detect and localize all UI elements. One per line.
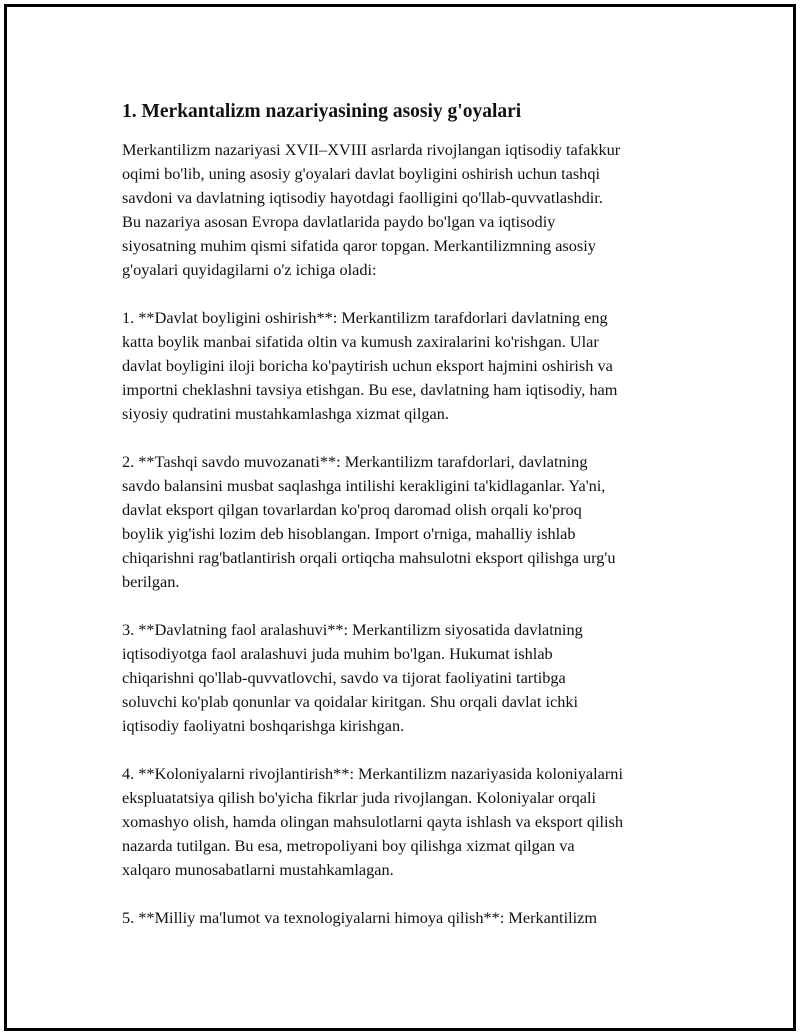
- text-line: 5. **Milliy ma'lumot va texnologiyalarni himoya qilish**: Merkantilizm: [122, 908, 598, 927]
- text-line: siyosatning muhim qismi sifatida qaror topgan. Merkantilizmning asosiy: [122, 236, 596, 255]
- text-line: iqtisodiyotga faol aralashuvi juda muhim bo'lgan. Hukumat ishlab: [122, 644, 553, 663]
- text-line: katta boylik manbai sifatida oltin va kumush zaxiralarini ko'rishgan. Ular: [122, 332, 599, 351]
- text-line: davlat boyligini iloji boricha ko'paytirish uchun eksport hajmini oshirish va: [122, 356, 613, 375]
- text-line: savdoni va davlatning iqtisodiy hayotdagi faolligini qo'llab-quvvatlashdir.: [122, 188, 603, 207]
- text-line: chiqarishni rag'batlantirish orqali ortiqcha mahsulotni eksport qilishga urg'u: [122, 548, 616, 567]
- paragraph-spacer: [122, 594, 692, 618]
- list-item-2: [122, 450, 692, 594]
- text-line: importni cheklashni tavsiya etishgan. Bu ese, davlatning ham iqtisodiy, ham: [122, 380, 618, 399]
- text-line: 1. **Davlat boyligini oshirish**: Merkantilizm tarafdorlari davlatning eng: [122, 308, 608, 327]
- text-line: iqtisodiy faoliyatni boshqarishga kirishgan.: [122, 716, 405, 735]
- text-line: boylik yig'ishi lozim deb hisoblangan. Import o'rniga, mahalliy ishlab: [122, 524, 576, 543]
- text-line: 3. **Davlatning faol aralashuvi**: Merkantilizm siyosatida davlatning: [122, 620, 583, 639]
- page-frame: [4, 4, 796, 1031]
- text-line: 4. **Koloniyalarni rivojlantirish**: Merkantilizm nazariyasida koloniyalarni: [122, 764, 623, 783]
- text-line: Merkantilizm nazariyasi XVII–XVIII asrlarda rivojlangan iqtisodiy tafakkur: [122, 140, 621, 159]
- text-line: ekspluatatsiya qilish bo'yicha fikrlar juda rivojlangan. Koloniyalar orqali: [122, 788, 597, 807]
- text-line: soluvchi ko'plab qonunlar va qoidalar kiritgan. Shu orqali davlat ichki: [122, 692, 578, 711]
- section-heading: 1. Merkantalizm nazariyasining asosiy g'oyalari: [122, 101, 522, 122]
- paragraph-spacer: [122, 282, 692, 306]
- intro-paragraph: [122, 138, 692, 282]
- text-line: 2. **Tashqi savdo muvozanati**: Merkantilizm tarafdorlari, davlatning: [122, 452, 588, 471]
- paragraph-spacer: [122, 426, 692, 450]
- text-line: davlat eksport qilgan tovarlardan ko'proq daromad olish orqali ko'proq: [122, 500, 582, 519]
- text-line: berilgan.: [122, 572, 180, 591]
- document-body: [122, 100, 692, 930]
- paragraph-spacer: [122, 738, 692, 762]
- text-line: oqimi bo'lib, uning asosiy g'oyalari davlat boyligini oshirish uchun tashqi: [122, 164, 600, 183]
- text-line: nazarda tutilgan. Bu esa, metropoliyani boy qilishga xizmat qilgan va: [122, 836, 575, 855]
- list-item-5: [122, 906, 692, 930]
- list-item-1: [122, 306, 692, 426]
- paragraph-spacer: [122, 882, 692, 906]
- text-line: siyosiy qudratini mustahkamlashga xizmat qilgan.: [122, 404, 449, 423]
- text-line: savdo balansini musbat saqlashga intilishi kerakligini ta'kidlaganlar. Ya'ni,: [122, 476, 606, 495]
- list-item-4: [122, 762, 692, 882]
- list-item-3: [122, 618, 692, 738]
- text-line: chiqarishni qo'llab-quvvatlovchi, savdo va tijorat faoliyatini tartibga: [122, 668, 566, 687]
- text-line: xomashyo olish, hamda olingan mahsulotlarni qayta ishlash va eksport qilish: [122, 812, 624, 831]
- text-line: Bu nazariya asosan Evropa davlatlarida paydo bo'lgan va iqtisodiy: [122, 212, 556, 231]
- text-line: g'oyalari quyidagilarni o'z ichiga oladi:: [122, 260, 377, 279]
- text-line: xalqaro munosabatlarni mustahkamlagan.: [122, 860, 394, 879]
